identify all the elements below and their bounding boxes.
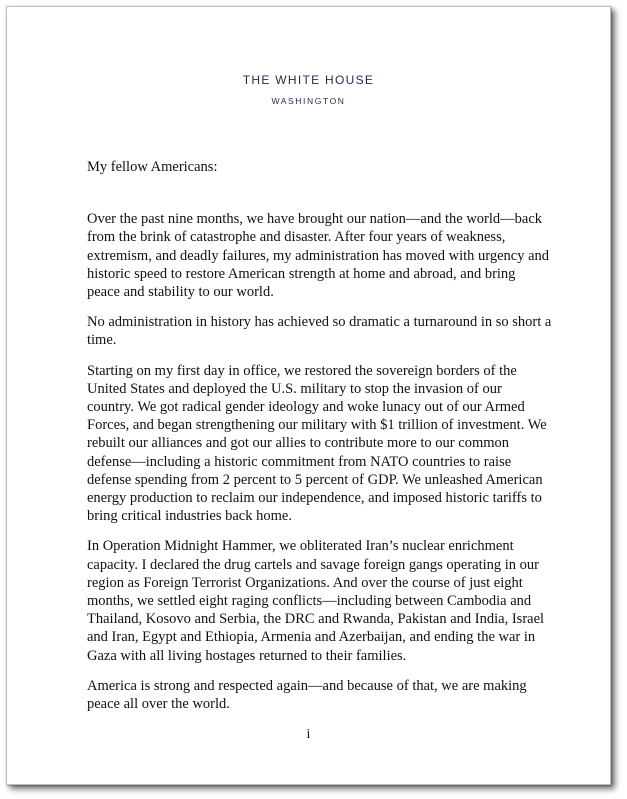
paragraph-2: No administration in history has achieved so dramatic a turnaround in so short a time. (87, 314, 552, 349)
letterhead-title: THE WHITE HOUSE (242, 73, 375, 87)
paragraph-3: Starting on my first day in office, we restored the sovereign borders of the United States and deployed the U.S. military to stop the invasion of our country. We got radical gender ideology and woke lunacy out of our Armed Forces, and began strengthening our military with $1 trillion of investment. We rebuilt our alliances and got our allies to contribute more to our common defense—including a historic commitment from NATO countries to raise defense spending from 2 percent to 5 percent of GDP. We unleashed American energy production to reclaim our independence, and imposed historic tariffs to bring critical industries back home. (87, 362, 547, 525)
paragraph-5: America is strong and respected again—and because of that, we are making peace all over the world. (87, 677, 527, 713)
paragraph-1: Over the past nine months, we have brought our nation—and the world—back from the brink of catastrophe and disaster. After four years of weakness, extremism, and deadly failures, my administration has moved with urgency and historic speed to restore American strength at home and abroad, and bring peace and stability to our world. (87, 211, 550, 301)
page-number: i (306, 727, 311, 742)
document-page (6, 6, 611, 785)
letterhead-subtitle: WASHINGTON (271, 96, 346, 106)
salutation: My fellow Americans: (87, 159, 218, 175)
letter-body (87, 158, 552, 725)
paragraph-4: In Operation Midnight Hammer, we obliterated Iran’s nuclear enrichment capacity. I declared the drug cartels and savage foreign gangs operating in our region as Foreign Terrorist Organizations. And over the course of just eight months, we settled eight raging conflicts—including between Cambodia and Thailand, Kosovo and Serbia, the DRC and Rwanda, Pakistan and India, Israel and Iran, Egypt and Ethiopia, Armenia and Azerbaijan, and ending the war in Gaza with all living hostages returned to their families. (87, 538, 545, 664)
